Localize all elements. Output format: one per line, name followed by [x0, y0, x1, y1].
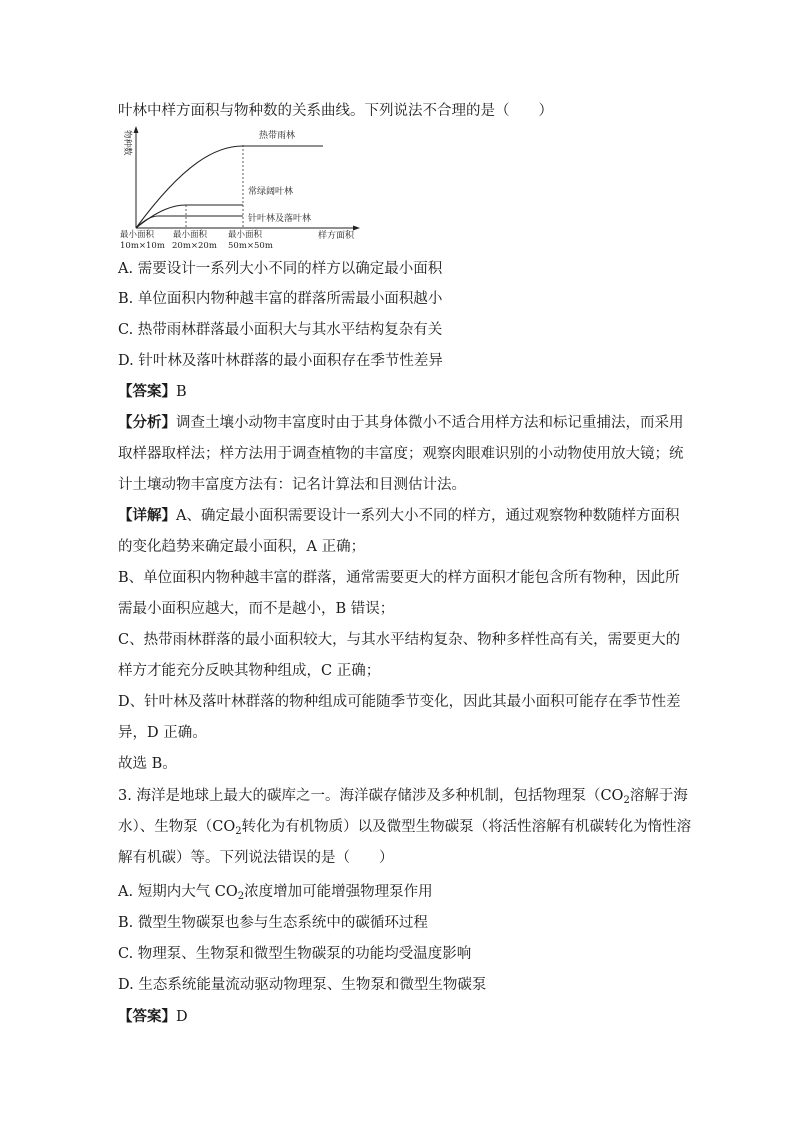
answer-label: 【答案】: [118, 383, 176, 400]
question-2-option-b: B. 单位面积内物种越丰富的群落所需最小面积越小: [118, 291, 443, 307]
curve-conifer-deciduous: [136, 216, 243, 228]
question-3-option-c: C. 物理泵、生物泵和微型生物碳泵的功能均受温度影响: [118, 946, 472, 962]
detail-line: 样方才能充分反映其物种组成，C 正确；: [118, 663, 381, 679]
detail-line: C、热带雨林群落的最小面积较大，与其水平结构复杂、物种多样性高有关，需要更大的: [118, 632, 681, 648]
analysis-line: 计土壤动物丰富度方法有：记名计算法和目测估计法。: [118, 477, 466, 493]
answer-value: B: [176, 384, 187, 400]
x-tick-label-top: 最小面积: [120, 230, 155, 240]
detail-line: 需最小面积应越大，而不是越小，B 错误；: [118, 601, 395, 617]
question-2-analysis: [118, 413, 684, 433]
question-3-stem-line-3: 解有机碳）等。下列说法错误的是（ ）: [118, 850, 394, 866]
series-label-conifer-deciduous: 针叶林及落叶林: [248, 214, 312, 224]
x-tick-label-top: 最小面积: [173, 230, 208, 240]
answer-value: D: [176, 1009, 188, 1025]
question-2-stem: 叶林中样方面积与物种数的关系曲线。下列说法不合理的是（ ）: [118, 103, 553, 119]
question-3-option-a: A. 短期内大气 $CO_2$浓度增加可能增强物理泵作用: [118, 884, 433, 902]
answer-label: 【答案】: [118, 1008, 176, 1025]
question-3-option-d: D. 生态系统能量流动驱动物理泵、生物泵和微型生物碳泵: [118, 977, 487, 993]
question-3-stem-line-1: 3. 海洋是地球上最大的碳库之一。海洋碳存储涉及多种机制，包括物理泵（$CO_2$溶解于海: [118, 788, 688, 806]
x-axis-arrow: [353, 226, 360, 231]
x-tick-label-bottom: 10m×10m: [120, 241, 165, 251]
analysis-text: 调查土壤小动物丰富度时由于其身体微小不适合用样方法和标记重捕法，而采用: [176, 415, 684, 431]
question-3-option-b: B. 微型生物碳泵也参与生态系统中的碳循环过程: [118, 915, 428, 931]
detail-line: 异，D 正确。: [118, 725, 207, 741]
question-2-option-a: A. 需要设计一系列大小不同的样方以确定最小面积: [118, 261, 443, 277]
question-2-option-d: D. 针叶林及落叶林群落的最小面积存在季节性差异: [118, 353, 443, 369]
detail-line: 的变化趋势来确定最小面积，A 正确；: [118, 539, 366, 555]
y-axis-arrow: [134, 126, 139, 133]
series-label-tropical-rainforest: 热带雨林: [259, 131, 296, 141]
detail-label: 【详解】: [118, 507, 176, 524]
y-axis-label: 物种数: [122, 130, 132, 156]
analysis-label: 【分析】: [118, 414, 176, 431]
detail-conclusion: 故选 B。: [118, 756, 177, 772]
question-2-option-c: C. 热带雨林群落最小面积大与其水平结构复杂有关: [118, 322, 443, 338]
x-tick-label-top: 最小面积: [228, 230, 263, 240]
question-2-answer: [118, 382, 187, 402]
question-3-answer: [118, 1007, 188, 1027]
question-2-detail: [118, 506, 679, 526]
species-area-chart: [118, 124, 368, 252]
analysis-line: 取样器取样法；样方法用于调查植物的丰富度；观察肉眼难识别的小动物使用放大镜；统: [118, 446, 684, 462]
detail-line: B、单位面积内物种越丰富的群落，通常需要更大的样方面积才能包含所有物种，因此所: [118, 570, 680, 586]
series-label-evergreen-broadleaf: 常绿阔叶林: [248, 187, 294, 197]
x-axis-label: 样方面积: [318, 231, 355, 241]
x-tick-label-bottom: 50m×50m: [228, 241, 273, 251]
question-3-stem-line-2: 水）、生物泵（$CO_2$转化为有机物质）以及微型生物碳泵（将活性溶解有机碳转化为惰性溶: [118, 819, 692, 837]
x-tick-label-bottom: 20m×20m: [172, 241, 217, 251]
detail-line: D、针叶林及落叶林群落的物种组成可能随季节变化，因此其最小面积可能存在季节性差: [118, 694, 681, 710]
detail-text: A、确定最小面积需要设计一系列大小不同的样方，通过观察物种数随样方面积: [176, 508, 680, 524]
